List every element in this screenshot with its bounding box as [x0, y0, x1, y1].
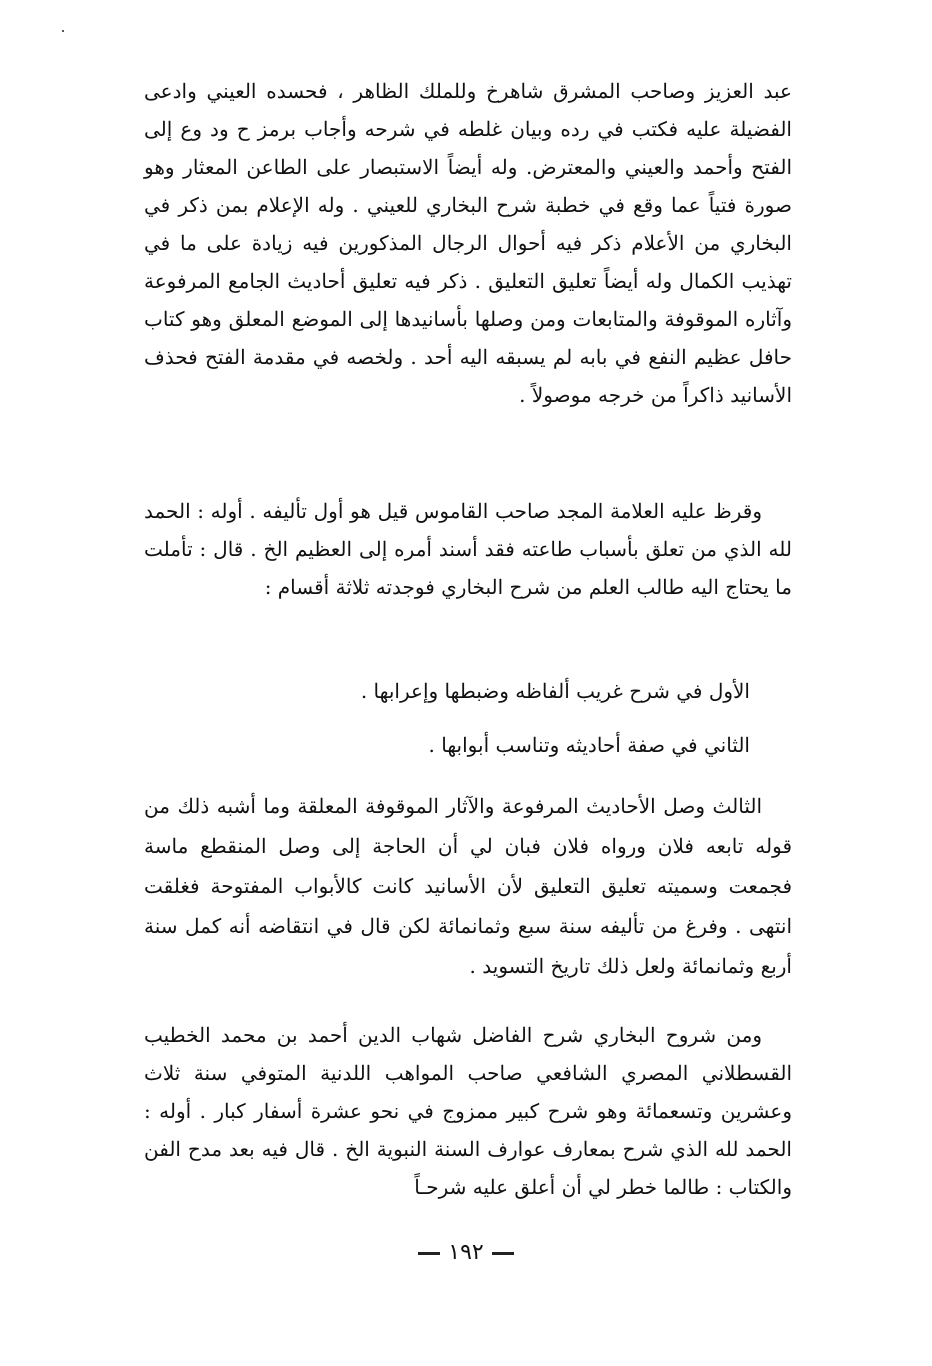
list-item-first — [144, 672, 792, 710]
paragraph-4: الثاني في صفة أحاديثه وتناسب أبوابها . — [428, 733, 750, 757]
scan-speck — [62, 30, 64, 32]
page-number-footer — [0, 1240, 932, 1265]
list-item-third — [144, 786, 792, 986]
dash-icon — [418, 1252, 440, 1255]
paragraph-5: الثالث وصل الأحاديث المرفوعة والآثار الموقوفة المعلقة وما أشبه ذلك من قوله تابعه فلان ورواه فلان فبان لي أن الحاجة إلى وصل المنقطع ماسة فجمعت وسميته تعليق التعليق لأن الأسانيد كانت كالأبواب المفتوحة فغلقت انتهى . وفرغ من تأليفه سنة سبع وثمانمائة لكن قال في انتقاضه أنه كمل سنة أربع وثمانمائة ولعل ذلك تاريخ التسويد . — [144, 794, 792, 978]
body-block-1 — [144, 72, 792, 414]
body-block-2 — [144, 492, 792, 606]
paragraph-2: وقرظ عليه العلامة المجد صاحب القاموس قيل هو أول تأليفه . أوله : الحمد لله الذي من تعلق بأسباب طاعته فقد أسند أمره إلى العظيم الخ . قال : تأملت ما يحتاج اليه طالب العلم من شرح البخاري فوجدته ثلاثة أقسام : — [144, 499, 792, 599]
body-block-6 — [144, 1016, 792, 1206]
dash-icon — [492, 1252, 514, 1255]
paragraph-3: الأول في شرح غريب ألفاظه وضبطها وإعرابها . — [360, 679, 750, 703]
list-item-second — [144, 726, 792, 764]
page-number: ١٩٢ — [448, 1240, 484, 1265]
paragraph-6: ومن شروح البخاري شرح الفاضل شهاب الدين أحمد بن محمد الخطيب القسطلاني المصري الشافعي صاحب المواهب اللدنية المتوفي سنة ثلاث وعشرين وتسعمائة وهو شرح كبير ممزوج في نحو عشرة أسفار كبار . أوله : الحمد لله الذي شرح بمعارف عوارف السنة النبوية الخ . قال فيه بعد مدح الفن والكتاب : طالما خطر لي أن أعلق عليه شرحـاً — [144, 1023, 792, 1199]
paragraph-1: عبد العزيز وصاحب المشرق شاهرخ وللملك الظاهر ، فحسده العيني وادعى الفضيلة عليه فكتب في رده وبيان غلطه في شرحه وأجاب برمز ح ود وع إلى الفتح وأحمد والعيني والمعترض. وله أيضاً الاستبصار على الطاعن المعثار وهو صورة فتياً عما وقع في خطبة شرح البخاري للعيني . وله الإعلام بمن ذكر في البخاري من الأعلام ذكر فيه أحوال الرجال المذكورين فيه زيادة على ما في تهذيب الكمال وله أيضاً تعليق التعليق . ذكر فيه تعليق أحاديث الجامع المرفوعة وآثاره الموقوفة والمتابعات ومن وصلها بأسانيدها إلى الموضع المعلق وهو كتاب حافل عظيم النفع في بابه لم يسبقه اليه أحد . ولخصه في مقدمة الفتح فحذف الأسانيد ذاكراً من خرجه موصولاً . — [144, 79, 792, 407]
